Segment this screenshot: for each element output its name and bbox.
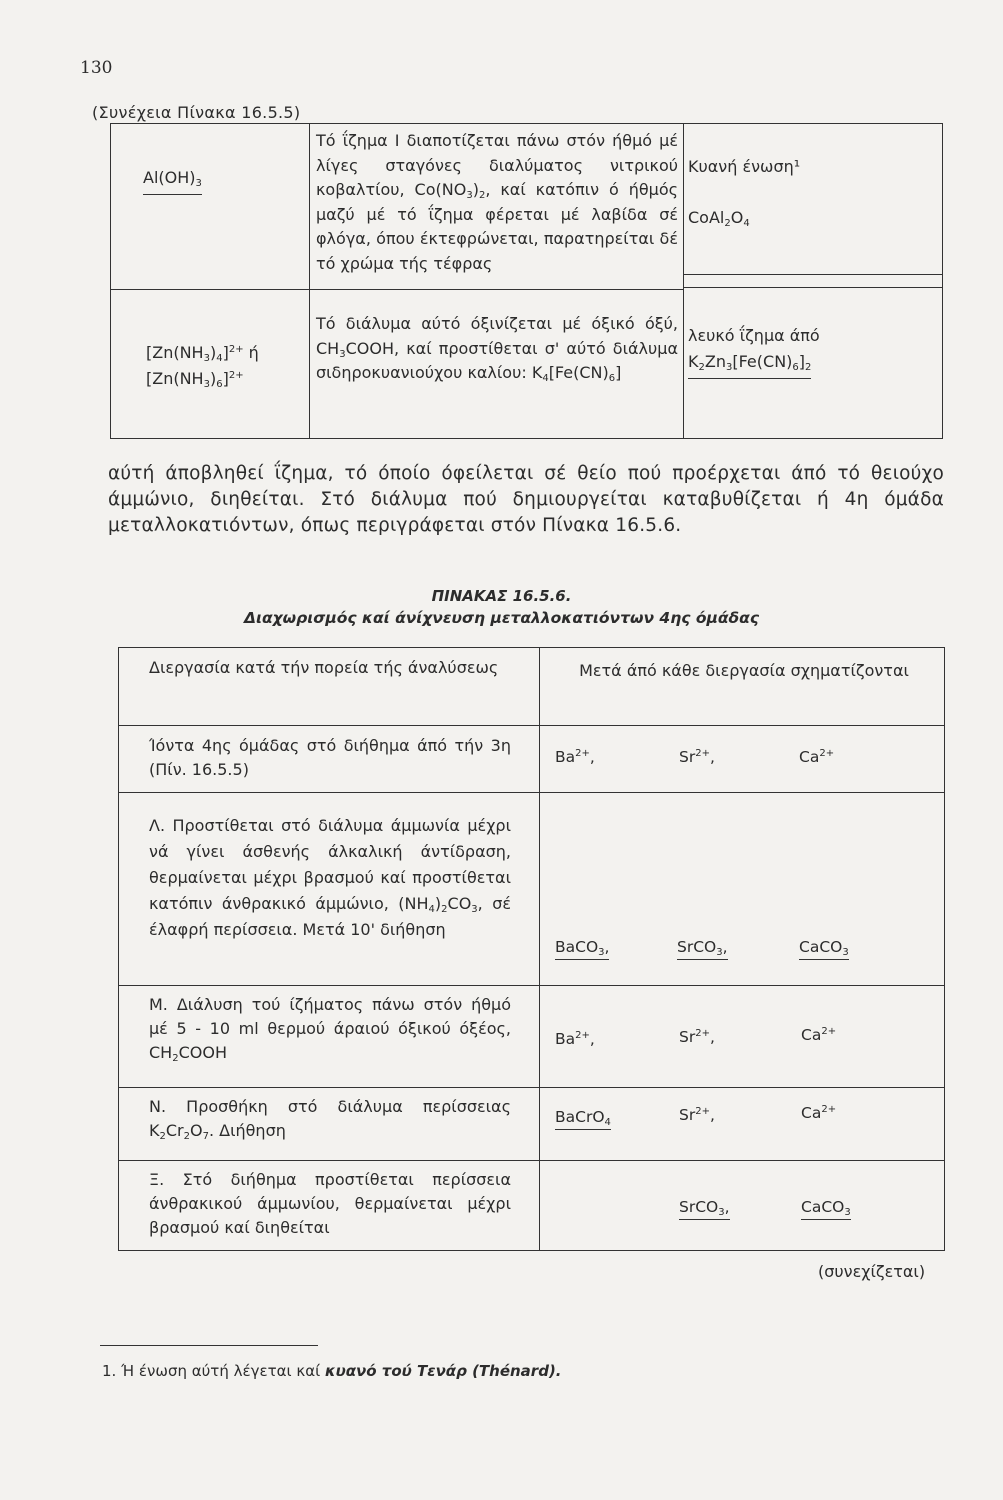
row-0-ion-sr: $Sr^{2+}$, [679, 748, 715, 766]
row-4-process: Ξ. Στό διήθημα προστίθεται περίσσεια άνθρακικού άμμωνίου, θερμαίνεται μέχρι βρασμού καί διηθείται [149, 1170, 511, 1237]
table-row-2-reagent-line2: $[Zn(NH_3)_6]^{2+}$ [146, 369, 244, 390]
header-results: Μετά άπό κάθε διεργασία σχηματίζονται [579, 661, 909, 680]
table-row-1-reagent: $Al(OH)_3$ [143, 166, 202, 195]
row-2-ion-ca: $Ca^{2+}$ [801, 1026, 837, 1044]
table-right-border [942, 124, 943, 438]
row-0-ion-ca: $Ca^{2+}$ [799, 748, 835, 766]
table-subtitle: Διαχωρισμός καί άνίχνευση μεταλλοκατιόντων 4ης όμάδας [243, 609, 760, 627]
footnote-divider [100, 1345, 318, 1346]
row-2-process: Μ. Διάλυση τού ίζήματος πάνω στόν ήθμό μέ 5 - 10 ml θερμού άραιού όξικού όξέος, $CH_2COOH$ [149, 995, 511, 1064]
row-2-ion-ba: $Ba^{2+}$, [555, 1030, 595, 1048]
row-1-precipitate-sr: SrCO$_3$, [677, 938, 728, 958]
row-1-process: Λ. Προστίθεται στό διάλυμα άμμωνία μέχρι νά γίνει άσθενής άλκαλική άντίδραση, θερμαίνεται μέχρι βρασμού καί προστίθεται κατόπιν άνθρακικό άμμώνιο, $(NH_4)_2CO_3$, σέ έλαφρή περίσσεια. Μετά 10' διήθηση [149, 816, 511, 939]
table-row-2-reagent-line1: $[Zn(NH_3)_4]^{2+}$ ή [146, 343, 259, 364]
row-2-ion-sr: $Sr^{2+}$, [679, 1028, 715, 1046]
continuation-label: (Συνέχεια Πίνακα 16.5.5) [92, 103, 301, 122]
continued-label: (συνεχίζεται) [818, 1262, 926, 1281]
table-title: ΠΙΝΑΚΑΣ 16.5.6. [431, 587, 572, 605]
row-3-ion-sr: $Sr^{2+}$, [679, 1106, 715, 1124]
table-row-2-result-line1: λευκό ΐζημα άπό [688, 326, 820, 345]
header-process: Διεργασία κατά τήν πορεία τής άναλύσεως [149, 658, 499, 677]
page-number: 130 [80, 58, 113, 78]
separation-table [118, 647, 945, 1251]
table-row-1-result-line1: Κυανή ένωση¹ [688, 157, 801, 176]
continued-table [110, 123, 943, 439]
footnote: 1. Ή ένωση αύτή λέγεται καί κυανό τού Τενάρ (Thénard). [102, 1362, 562, 1380]
body-paragraph: αύτή άποβληθεί ΐζημα, τό όποίο όφείλεται σέ θείο πού προέρχεται άπό τό θειούχο άμμώνιο, διηθείται. Στό διάλυμα πού δημιουργείται καταβυθίζεται ή 4η όμάδα μεταλλοκατιόντων, όπως περιγράφεται στόν Πίνακα 16.5.6. [108, 463, 944, 536]
table-row-2-result-line2: $K_2Zn_3[Fe(CN)_6]_2$ [688, 350, 811, 379]
table-row-2-procedure: Τό διάλυμα αύτό όξινίζεται μέ όξικό όξύ, $CH_3COOH$, καί προστίθεται σ' αύτό διάλυμα σιδηροκυανιούχου καλίου: $K_4[Fe(CN)_6]$ [316, 314, 678, 384]
table-row-1-procedure: Τό ΐζημα Ι διαποτίζεται πάνω στόν ήθμό μέ λίγες σταγόνες διαλύματος νιτρικού κοβαλτίου, $Co(NO_3)_2$, καί κατόπιν ό ήθμός μαζύ μέ τό ΐζημα φέρεται μέ λαβίδα σέ φλόγα, όπου έκτεφρώνεται, παρατηρείται δέ τό χρώμα τής τέφρας [316, 131, 678, 273]
row-0-process: Ίόντα 4ης όμάδας στό διήθημα άπό τήν 3η (Πίν. 16.5.5) [149, 736, 511, 779]
row-3-ion-ca: $Ca^{2+}$ [801, 1104, 837, 1122]
row-0-ion-ba: $Ba^{2+}$, [555, 748, 595, 766]
row-3-precipitate-ba: BaCrO$_4$ [555, 1108, 611, 1128]
row-4-precipitate-ca: CaCO$_3$ [801, 1198, 851, 1218]
row-1-precipitate-ba: BaCO$_3$, [555, 938, 610, 958]
row-1-precipitate-ca: CaCO$_3$ [799, 938, 849, 958]
table-row-1-result-line2: $CoAl_2O_4$ [688, 208, 750, 229]
row-4-precipitate-sr: SrCO$_3$, [679, 1198, 730, 1218]
row-3-process: Ν. Προσθήκη στό διάλυμα περίσσειας $K_2Cr_2O_7$. Διήθηση [149, 1097, 511, 1142]
